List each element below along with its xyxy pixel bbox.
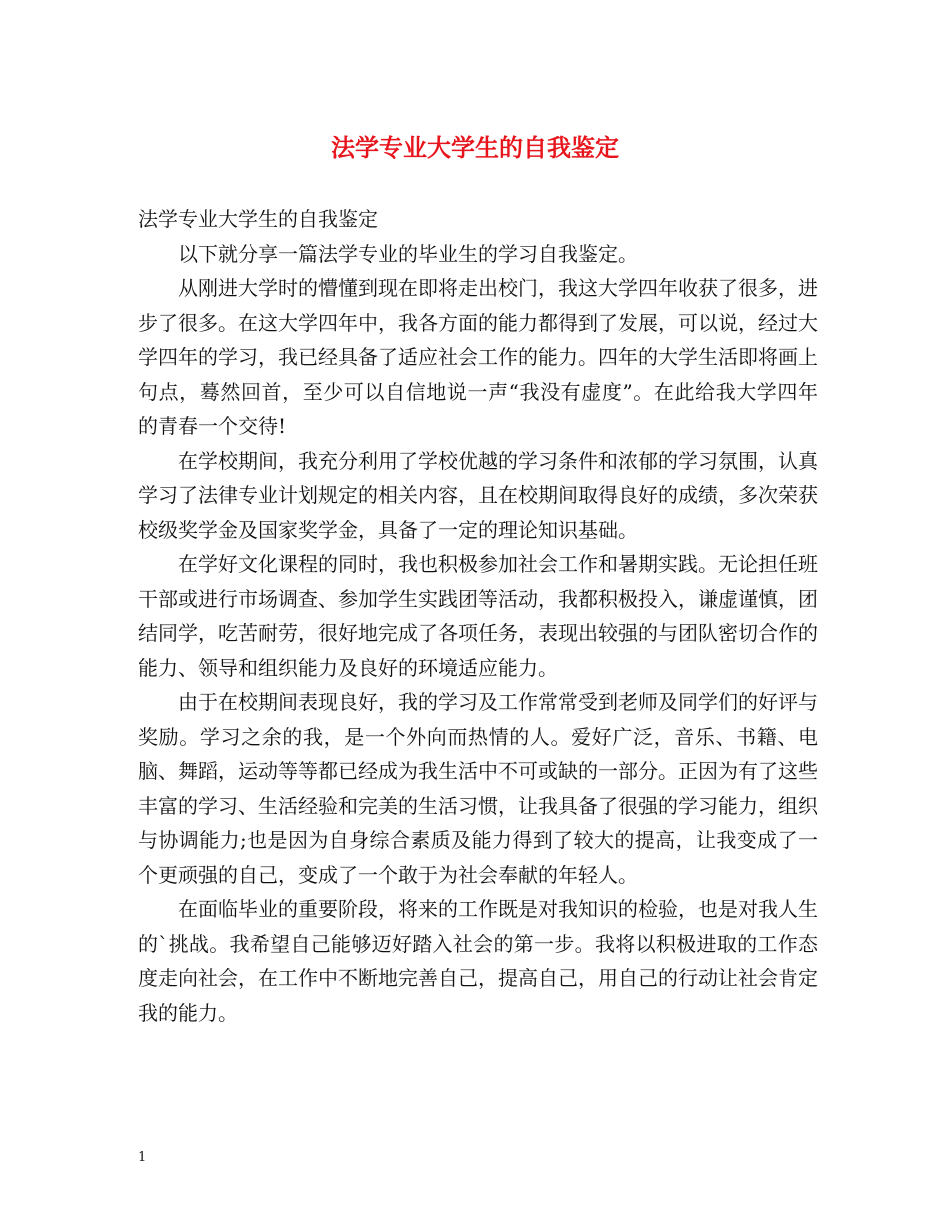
document-body <box>138 202 818 1030</box>
body-heading: 法学专业大学生的自我鉴定 <box>138 207 378 231</box>
paragraph-personal-qualities: 由于在校期间表现良好，我的学习及工作常常受到老师及同学们的好评与奖励。学习之余的我，是一个外向而热情的人。爱好广泛，音乐、书籍、电脑、舞蹈，运动等等都已经成为我生活中不可或缺的一部分。正因为有了这些丰富的学习、生活经验和完美的生活习惯，让我具备了很强的学习能力，组织与协调能力;也是因为自身综合素质及能力得到了较大的提高，让我变成了一个更顽强的自己，变成了一个敢于为社会奉献的年轻人。 <box>138 690 818 887</box>
paragraph-university-years: 从刚进大学时的懵懂到现在即将走出校门，我这大学四年收获了很多，进步了很多。在这大学四年中，我各方面的能力都得到了发展，可以说，经过大学四年的学习，我已经具备了适应社会工作的能力。四年的大学生活即将画上句点，蓦然回首，至少可以自信地说一声“我没有虚度”。在此给我大学四年的青春一个交待! <box>138 276 818 438</box>
document-title: 法学专业大学生的自我鉴定 <box>331 133 619 162</box>
paragraph-academic-study: 在学校期间，我充分利用了学校优越的学习条件和浓郁的学习氛围，认真学习了法律专业计划规定的相关内容，且在校期间取得良好的成绩，多次荣获校级奖学金及国家奖学金，具备了一定的理论知识基础。 <box>138 448 818 542</box>
paragraph-intro: 以下就分享一篇法学专业的毕业生的学习自我鉴定。 <box>178 241 638 266</box>
paragraph-social-practice: 在学好文化课程的同时，我也积极参加社会工作和暑期实践。无论担任班干部或进行市场调查、参加学生实践团等活动，我都积极投入，谦虚谨慎，团结同学，吃苦耐劳，很好地完成了各项任务，表现出较强的与团队密切合作的能力、领导和组织能力及良好的环境适应能力。 <box>138 552 818 680</box>
page-number: 1 <box>138 1150 147 1165</box>
paragraph-future-outlook: 在面临毕业的重要阶段，将来的工作既是对我知识的检验，也是对我人生的`挑战。我希望自己能够迈好踏入社会的第一步。我将以积极进取的工作态度走向社会，在工作中不断地完善自己，提高自己，用自己的行动让社会肯定我的能力。 <box>138 897 818 1025</box>
